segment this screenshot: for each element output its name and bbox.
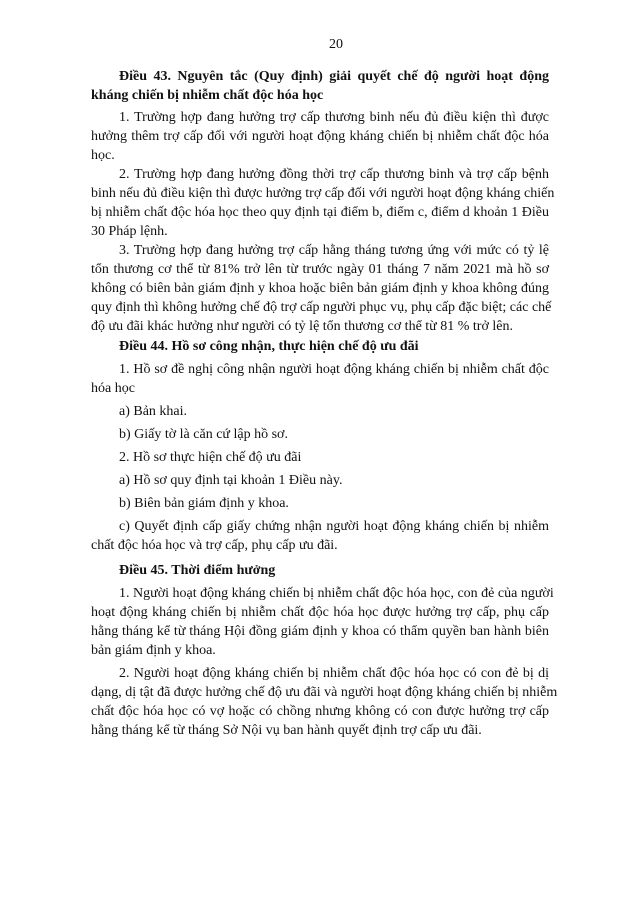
article-45 (91, 561, 558, 740)
clause-1 (91, 108, 549, 165)
text-line: tổn thương cơ thể từ 81% trở lên từ trước ngày 01 tháng 7 năm 2021 mà hồ sơ (91, 261, 549, 277)
text-line: a) Hồ sơ quy định tại khoản 1 Điều này. (119, 472, 343, 488)
text-line: 3. Trường hợp đang hưởng trợ cấp hằng tháng tương ứng với mức có tỷ lệ (119, 242, 549, 258)
text-line: chất độc hóa học và trợ cấp, phụ cấp ưu đãi. (91, 537, 338, 553)
text-line: hằng tháng kể từ tháng Sở Nội vụ ban hành quyết định trợ cấp ưu đãi. (91, 722, 482, 738)
text-line: quy định thì không hưởng chế độ trợ cấp người phục vụ, phụ cấp đặc biệt; các chế (91, 299, 552, 315)
heading-line: Điều 44. Hồ sơ công nhận, thực hiện chế độ ưu đãi (119, 338, 419, 354)
text-line: b) Biên bản giám định y khoa. (119, 495, 289, 511)
text-line: dạng, dị tật đã được hưởng chế độ ưu đãi và người hoạt động kháng chiến bị nhiễm (91, 684, 558, 700)
article-43 (91, 67, 555, 336)
point-b (91, 425, 549, 444)
heading-line: kháng chiến bị nhiễm chất độc hóa học (91, 87, 324, 103)
text-line: c) Quyết định cấp giấy chứng nhận người hoạt động kháng chiến bị nhiễm (119, 518, 549, 534)
article-44 (91, 337, 549, 555)
text-line: hoạt động kháng chiến bị nhiễm chất độc hóa học được hưởng trợ cấp, phụ cấp (91, 604, 549, 620)
text-line: b) Giấy tờ là căn cứ lập hồ sơ. (119, 426, 288, 442)
article-heading (91, 561, 549, 580)
text-line: chất độc hóa học có vợ hoặc có chồng nhưng không có con được hưởng trợ cấp (91, 703, 549, 719)
clause-1 (91, 584, 554, 660)
text-line: 1. Trường hợp đang hưởng trợ cấp thương binh nếu đủ điều kiện thì được (119, 109, 549, 125)
page-number: 20 (329, 36, 343, 52)
heading-line: Điều 45. Thời điểm hưởng (119, 562, 276, 578)
text-line: binh nếu đủ điều kiện thì được hưởng trợ cấp đối với người hoạt động kháng chiến (91, 185, 555, 201)
text-line: độ ưu đãi khác hưởng như người có tỷ lệ tổn thương cơ thể từ 81 % trở lên. (91, 318, 513, 334)
text-line: 1. Hồ sơ đề nghị công nhận người hoạt động kháng chiến bị nhiễm chất độc (119, 361, 549, 377)
text-line: 2. Trường hợp đang hưởng đồng thời trợ cấp thương binh và trợ cấp bệnh (119, 166, 549, 182)
document-body (91, 67, 558, 740)
clause-2 (91, 165, 555, 241)
clause-2 (91, 448, 549, 467)
text-line: hằng tháng kể từ tháng Hội đồng giám định y khoa có thẩm quyền ban hành biên (91, 623, 549, 639)
heading-line: Điều 43. Nguyên tắc (Quy định) giải quyết chế độ người hoạt động (119, 68, 549, 84)
text-line: 30 Pháp lệnh. (91, 223, 168, 239)
text-line: 1. Người hoạt động kháng chiến bị nhiễm chất độc hóa học, con đẻ của người (119, 585, 554, 601)
clause-2 (91, 664, 558, 740)
text-line: hóa học (91, 380, 135, 396)
point-a (91, 402, 549, 421)
clause-1 (91, 360, 549, 398)
point-b (91, 494, 549, 513)
clause-3 (91, 241, 552, 336)
text-line: học. (91, 147, 115, 163)
point-a (91, 471, 549, 490)
article-heading (91, 337, 549, 356)
point-c (91, 517, 549, 555)
text-line: bị nhiễm chất độc hóa học theo quy định tại điểm b, điểm c, điểm d khoản 1 Điều (91, 204, 549, 220)
text-line: bản giám định y khoa. (91, 642, 216, 658)
text-line: 2. Hồ sơ thực hiện chế độ ưu đãi (119, 449, 302, 465)
text-line: không có biên bản giám định y khoa hoặc biên bản giám định y khoa không đúng (91, 280, 549, 296)
article-heading (91, 67, 549, 105)
text-line: a) Bản khai. (119, 403, 188, 419)
text-line: 2. Người hoạt động kháng chiến bị nhiễm chất độc hóa học có con đẻ bị dị (119, 665, 549, 681)
text-line: hưởng thêm trợ cấp đối với người hoạt động kháng chiến bị nhiễm chất độc hóa (91, 128, 549, 144)
